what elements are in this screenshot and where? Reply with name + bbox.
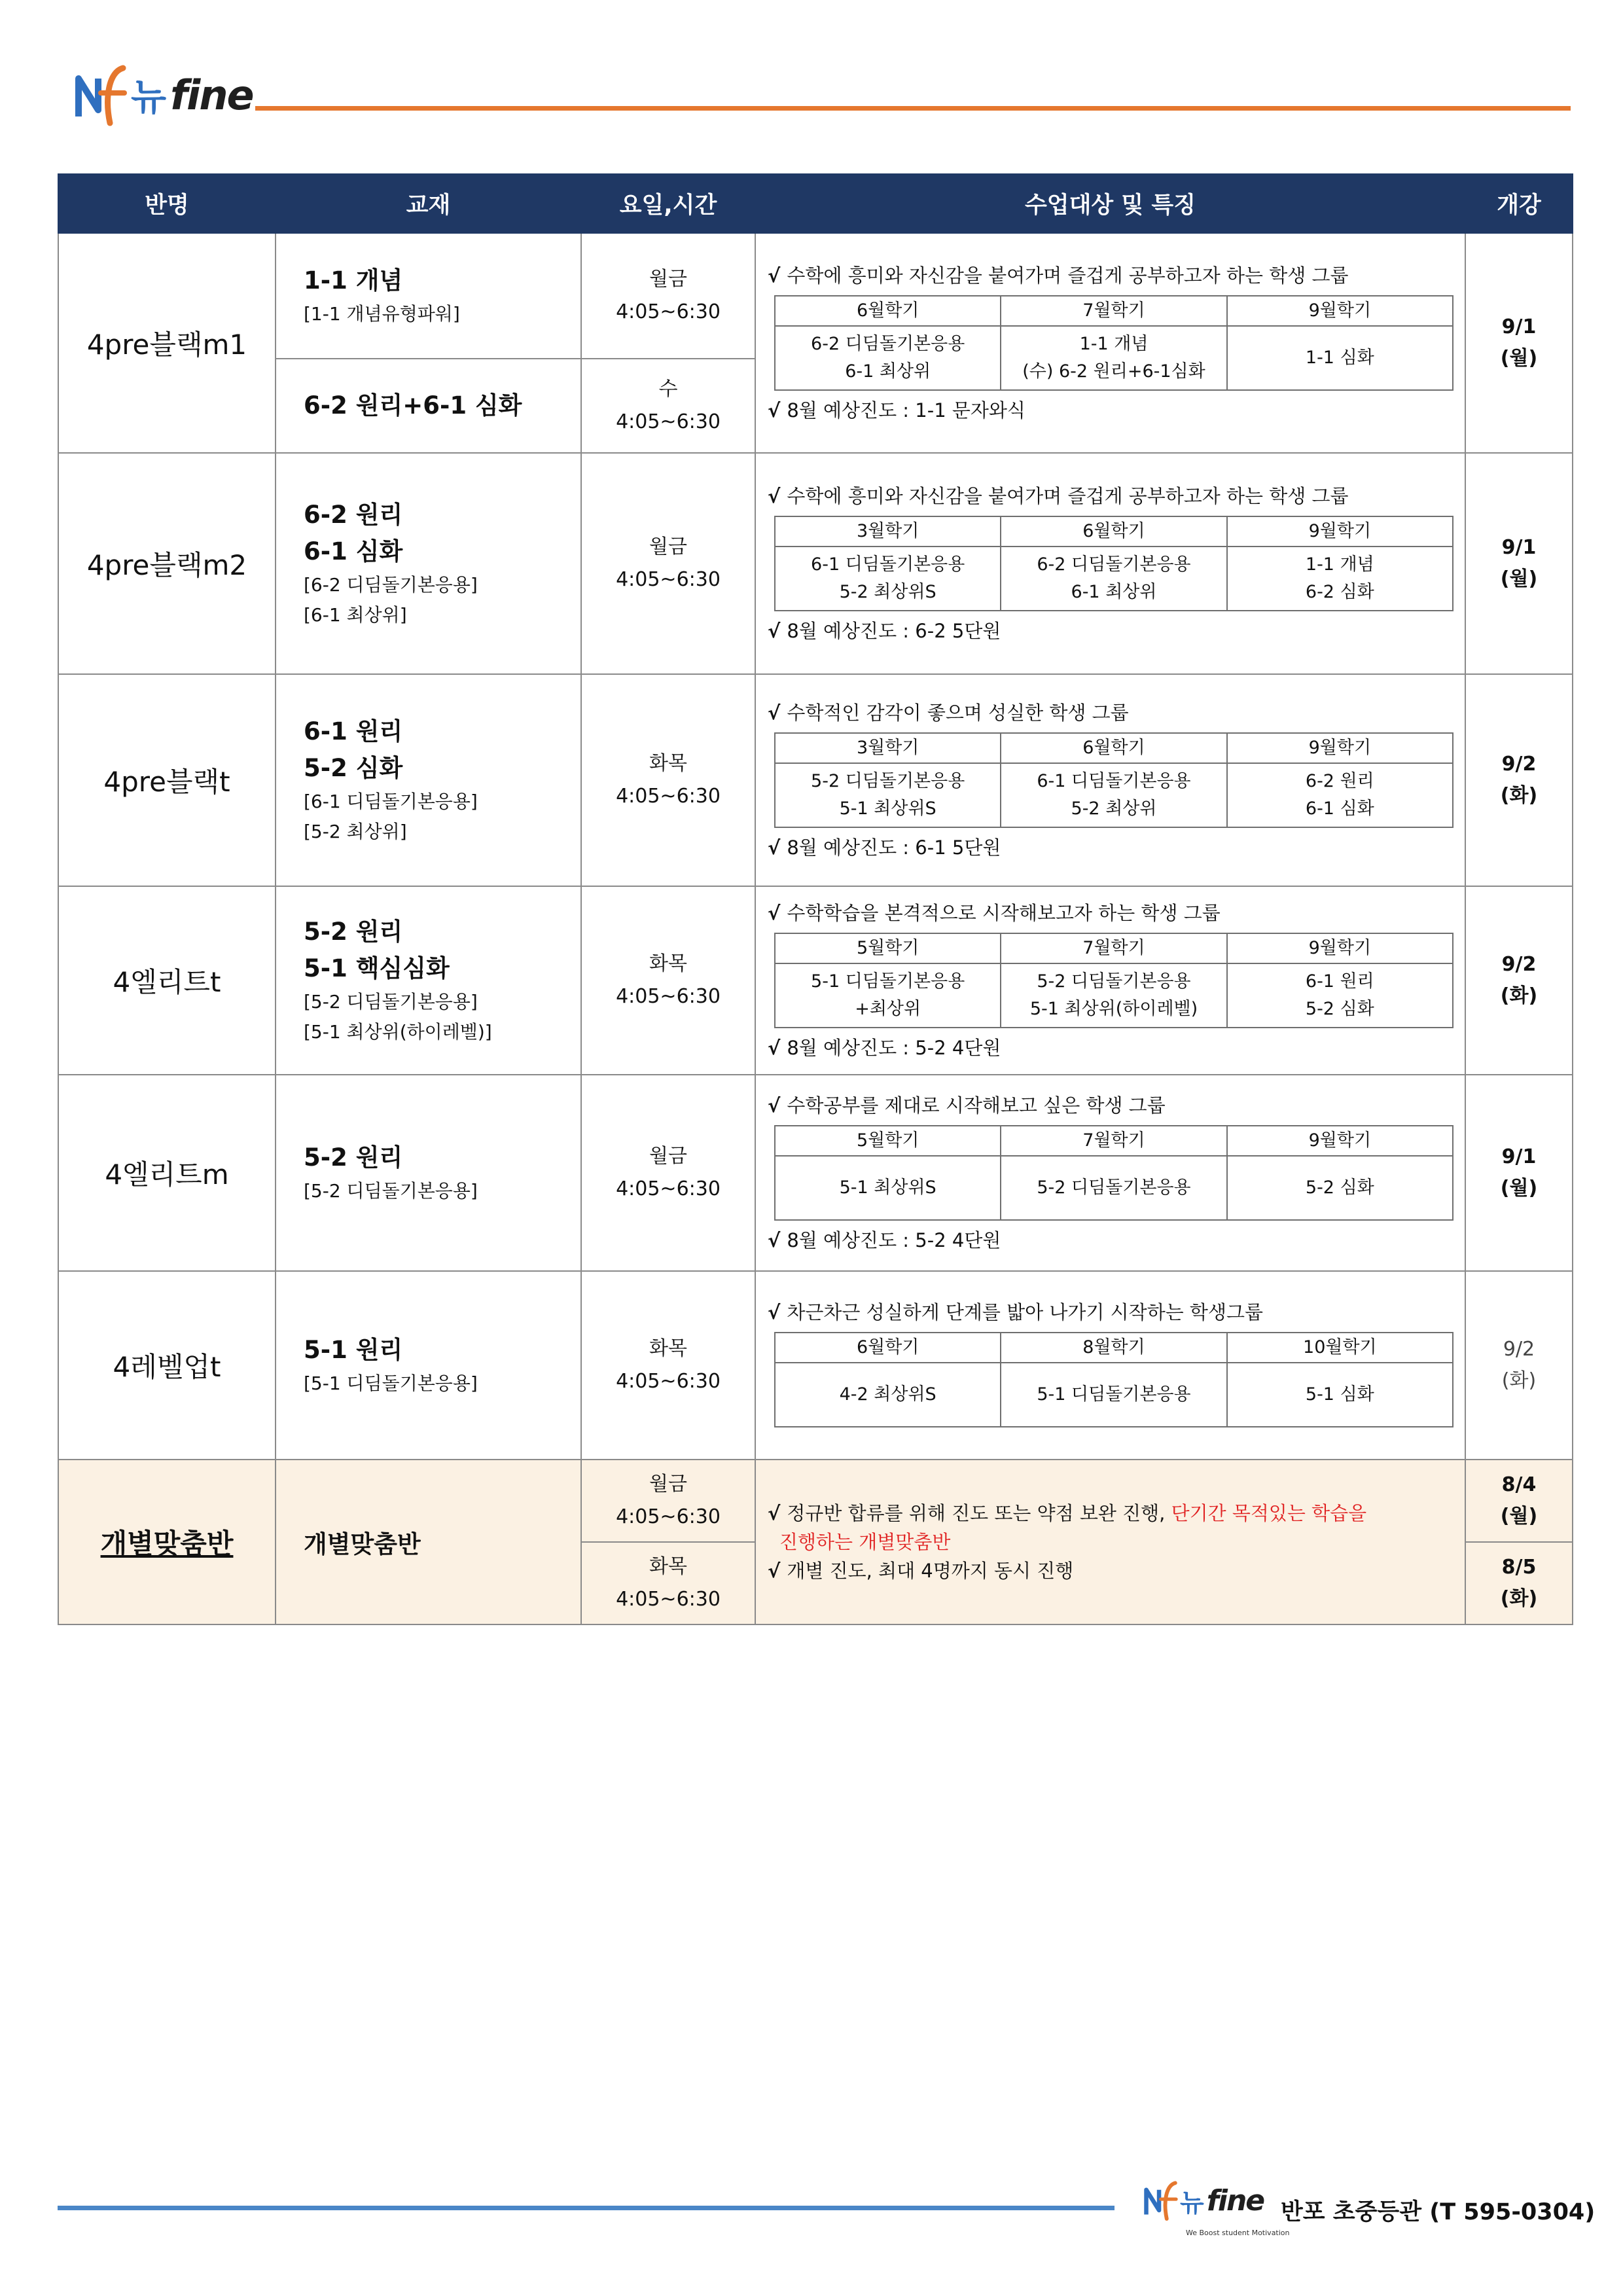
progress-line xyxy=(768,396,1449,425)
day-time-cell xyxy=(581,233,755,359)
textbook-main: 1-1 개념 xyxy=(304,266,403,295)
target-text: 수학공부를 제대로 시작해보고 싶은 학생 그룹 xyxy=(787,1094,1166,1117)
term-label: 6월학기 xyxy=(775,296,1001,326)
start-date-cell xyxy=(1465,233,1573,453)
target-line xyxy=(768,1298,1449,1327)
target-line xyxy=(768,482,1449,511)
term-book: 6-2 디딤돌기본응용 xyxy=(811,334,965,354)
check-icon: √ xyxy=(768,485,781,507)
term-label: 6월학기 xyxy=(1001,733,1226,763)
class-days: 화목 xyxy=(649,1337,687,1360)
term-books xyxy=(1227,326,1453,390)
textbook-cell xyxy=(276,674,581,886)
check-icon: √ xyxy=(768,1502,781,1524)
footer-divider xyxy=(58,2206,1115,2210)
start-weekday: (화) xyxy=(1500,1587,1538,1610)
target-line xyxy=(768,261,1449,290)
start-date: 9/1 xyxy=(1501,536,1537,559)
day-time-cell xyxy=(581,453,755,674)
term-label: 9월학기 xyxy=(1227,516,1453,547)
check-icon: √ xyxy=(768,1560,781,1582)
start-weekday: (월) xyxy=(1500,347,1538,370)
textbook-cell xyxy=(276,886,581,1075)
term-table xyxy=(774,295,1454,391)
term-books xyxy=(775,963,1001,1028)
start-weekday: (화) xyxy=(1501,1369,1537,1392)
term-book: 5-2 디딤돌기본응용 xyxy=(811,771,965,791)
class-time: 4:05~6:30 xyxy=(616,1177,721,1200)
features-cell xyxy=(755,453,1465,674)
term-book: 5-2 디딤돌기본응용 xyxy=(1037,1177,1191,1198)
day-time-cell xyxy=(581,1542,755,1624)
check-icon: √ xyxy=(768,702,781,724)
term-table xyxy=(774,516,1454,611)
textbook-sub: [5-2 디딤돌기본응용] xyxy=(304,1180,478,1202)
term-label: 7월학기 xyxy=(1001,1126,1226,1156)
nf-logo-icon xyxy=(1142,2176,1179,2225)
class-name: 4레벨업t xyxy=(58,1271,276,1460)
term-book: 5-2 심화 xyxy=(1305,999,1374,1019)
feature-line xyxy=(768,1499,1449,1528)
check-icon: √ xyxy=(768,264,781,287)
class-days: 월금 xyxy=(649,1145,687,1168)
table-row xyxy=(58,453,1573,674)
class-days: 월금 xyxy=(649,535,687,558)
class-name: 개별맞춤반 xyxy=(58,1460,276,1624)
check-icon: √ xyxy=(768,1229,781,1251)
term-books xyxy=(775,763,1001,827)
header-target-features: 수업대상 및 특징 xyxy=(755,174,1465,233)
logo-tagline: We Boost student Motivation xyxy=(1186,2229,1290,2237)
textbook-main: 5-1 핵심심화 xyxy=(304,954,450,982)
start-date: 9/2 xyxy=(1501,753,1537,776)
term-books xyxy=(1001,1363,1226,1427)
header-logo xyxy=(72,52,253,137)
term-label: 9월학기 xyxy=(1227,296,1453,326)
term-label: 9월학기 xyxy=(1227,933,1453,963)
term-book: 5-2 디딤돌기본응용 xyxy=(1037,971,1191,992)
header-textbook: 교재 xyxy=(276,174,581,233)
term-book: 5-1 최상위S xyxy=(839,798,936,819)
term-label: 8월학기 xyxy=(1001,1333,1226,1363)
feature-line xyxy=(768,1556,1449,1585)
class-days: 화목 xyxy=(649,1555,687,1578)
logo-fine-text: fine xyxy=(170,71,253,119)
term-table xyxy=(774,732,1454,828)
class-name: 4pre블랙m1 xyxy=(58,233,276,453)
class-days: 월금 xyxy=(649,1473,687,1496)
table-row-individual xyxy=(58,1460,1573,1542)
day-time-cell xyxy=(581,1271,755,1460)
term-book: 6-1 심화 xyxy=(1305,798,1374,819)
start-date-cell xyxy=(1465,1460,1573,1542)
start-date: 9/2 xyxy=(1501,953,1537,976)
feature-highlight-text: 진행하는 개별맞춤반 xyxy=(779,1531,951,1553)
textbook-sub: [5-1 디딤돌기본응용] xyxy=(304,1372,478,1394)
term-label: 5월학기 xyxy=(775,1126,1001,1156)
term-books xyxy=(1227,963,1453,1028)
textbook-main: 5-2 원리 xyxy=(304,1143,403,1172)
start-weekday: (화) xyxy=(1500,984,1538,1007)
term-books xyxy=(1001,763,1226,827)
textbook-main: 5-2 원리 xyxy=(304,918,403,946)
day-time-cell xyxy=(581,359,755,453)
nf-logo-icon xyxy=(72,59,128,131)
term-label: 7월학기 xyxy=(1001,933,1226,963)
term-label: 9월학기 xyxy=(1227,733,1453,763)
term-book: 5-1 최상위(하이레벨) xyxy=(1029,999,1198,1019)
check-icon: √ xyxy=(768,902,781,924)
progress-text: 8월 예상진도 : 6-1 5단원 xyxy=(787,836,1001,859)
day-time-cell xyxy=(581,1075,755,1271)
header-start-date: 개강 xyxy=(1465,174,1573,233)
day-time-cell xyxy=(581,674,755,886)
class-days: 화목 xyxy=(649,952,687,975)
features-cell xyxy=(755,1271,1465,1460)
start-date-cell xyxy=(1465,886,1573,1075)
feature-highlight-text: 단기간 목적있는 학습을 xyxy=(1171,1502,1367,1524)
features-cell xyxy=(755,674,1465,886)
term-books xyxy=(1227,1363,1453,1427)
term-books xyxy=(1227,1156,1453,1220)
target-line xyxy=(768,1091,1449,1120)
term-books xyxy=(1227,763,1453,827)
term-label: 6월학기 xyxy=(775,1333,1001,1363)
features-cell xyxy=(755,233,1465,453)
features-cell xyxy=(755,1460,1465,1624)
progress-text: 8월 예상진도 : 6-2 5단원 xyxy=(787,620,1001,642)
start-weekday: (월) xyxy=(1500,1177,1538,1200)
start-date: 8/4 xyxy=(1501,1473,1537,1496)
class-name: 4pre블랙t xyxy=(58,674,276,886)
term-book: 1-1 개념 xyxy=(1079,334,1149,354)
term-label: 9월학기 xyxy=(1227,1126,1453,1156)
textbook-cell xyxy=(276,359,581,453)
term-book: 6-2 디딤돌기본응용 xyxy=(1037,554,1191,575)
day-time-cell xyxy=(581,1460,755,1542)
term-table xyxy=(774,933,1454,1028)
textbook-main: 6-2 원리+6-1 심화 xyxy=(304,391,522,420)
progress-line xyxy=(768,1033,1449,1062)
term-table xyxy=(774,1332,1454,1427)
term-label: 10월학기 xyxy=(1227,1333,1453,1363)
textbook-cell xyxy=(276,1075,581,1271)
class-schedule-table xyxy=(58,173,1573,1625)
term-books xyxy=(775,547,1001,611)
logo-fine-text: fine xyxy=(1206,2183,1264,2217)
table-row xyxy=(58,886,1573,1075)
start-date-cell xyxy=(1465,1271,1573,1460)
term-books xyxy=(775,1156,1001,1220)
features-cell xyxy=(755,1075,1465,1271)
term-book: 5-1 디딤돌기본응용 xyxy=(1037,1384,1191,1405)
class-days: 화목 xyxy=(649,752,687,775)
check-icon: √ xyxy=(768,399,781,422)
term-books xyxy=(1001,326,1226,390)
term-book: 5-2 심화 xyxy=(1305,1177,1374,1198)
term-book: 6-1 디딤돌기본응용 xyxy=(1037,771,1191,791)
target-line xyxy=(768,698,1449,727)
check-icon: √ xyxy=(768,620,781,642)
textbook-main: 6-2 원리 xyxy=(304,501,403,529)
class-time: 4:05~6:30 xyxy=(616,985,721,1008)
start-date: 9/1 xyxy=(1501,315,1537,338)
term-book: 6-1 디딤돌기본응용 xyxy=(811,554,965,575)
term-book: 6-2 원리 xyxy=(1305,771,1374,791)
textbook-main: 6-1 원리 xyxy=(304,717,403,745)
term-books xyxy=(1001,547,1226,611)
textbook-main: 5-1 원리 xyxy=(304,1336,403,1364)
table-row xyxy=(58,233,1573,359)
check-icon: √ xyxy=(768,1037,781,1059)
term-books xyxy=(775,326,1001,390)
logo-korean-text: 뉴 xyxy=(131,77,167,119)
term-book: 5-1 심화 xyxy=(1305,1384,1374,1405)
term-book: 5-1 최상위S xyxy=(839,1177,936,1198)
start-date: 9/2 xyxy=(1503,1338,1535,1361)
header-divider xyxy=(255,106,1571,111)
term-book: 6-1 최상위 xyxy=(845,361,931,382)
textbook-sub: [6-1 디딤돌기본응용] xyxy=(304,791,478,812)
term-book: 6-1 최상위 xyxy=(1071,582,1157,602)
target-text: 수학에 흥미와 자신감을 붙여가며 즐겁게 공부하고자 하는 학생 그룹 xyxy=(787,485,1349,507)
table-row xyxy=(58,1271,1573,1460)
term-books xyxy=(1227,547,1453,611)
start-date-cell xyxy=(1465,453,1573,674)
class-time: 4:05~6:30 xyxy=(616,785,721,808)
class-time: 4:05~6:30 xyxy=(616,1370,721,1393)
term-books xyxy=(775,1363,1001,1427)
feature-text: 개별 진도, 최대 4명까지 동시 진행 xyxy=(787,1560,1074,1582)
progress-text: 8월 예상진도 : 5-2 4단원 xyxy=(787,1037,1001,1059)
class-time: 4:05~6:30 xyxy=(616,1588,721,1611)
start-date: 8/5 xyxy=(1501,1556,1537,1579)
textbook-cell xyxy=(276,233,581,359)
start-weekday: (월) xyxy=(1500,1505,1538,1528)
term-label: 5월학기 xyxy=(775,933,1001,963)
target-text: 수학적인 감각이 좋으며 성실한 학생 그룹 xyxy=(787,702,1129,724)
term-books xyxy=(1001,963,1226,1028)
term-label: 3월학기 xyxy=(775,516,1001,547)
progress-line xyxy=(768,833,1449,862)
term-book: 5-2 최상위S xyxy=(839,582,936,602)
textbook-cell xyxy=(276,1271,581,1460)
term-books xyxy=(1001,1156,1226,1220)
table-header-row xyxy=(58,174,1573,233)
term-book: 1-1 심화 xyxy=(1305,348,1374,368)
textbook-sub: [6-1 최상위] xyxy=(304,604,407,626)
class-name: 4pre블랙m2 xyxy=(58,453,276,674)
check-icon: √ xyxy=(768,1301,781,1323)
progress-text: 8월 예상진도 : 5-2 4단원 xyxy=(787,1229,1001,1251)
textbook-main: 5-2 심화 xyxy=(304,754,403,782)
class-time: 4:05~6:30 xyxy=(616,1505,721,1528)
target-text: 수학학습을 본격적으로 시작해보고자 하는 학생 그룹 xyxy=(787,902,1221,924)
start-weekday: (월) xyxy=(1500,567,1538,590)
term-book: 6-1 원리 xyxy=(1305,971,1374,992)
start-date: 9/1 xyxy=(1501,1145,1537,1168)
feature-text: 정규반 합류를 위해 진도 또는 약점 보완 진행, xyxy=(787,1502,1171,1524)
check-icon: √ xyxy=(768,836,781,859)
class-name: 4엘리트t xyxy=(58,886,276,1075)
target-line xyxy=(768,899,1449,927)
term-label: 3월학기 xyxy=(775,733,1001,763)
textbook-sub: [1-1 개념유형파워] xyxy=(304,303,460,325)
term-book: 5-2 최상위 xyxy=(1071,798,1157,819)
textbook-cell: 개별맞춤반 xyxy=(276,1460,581,1624)
progress-line xyxy=(768,617,1449,645)
features-cell xyxy=(755,886,1465,1075)
progress-line xyxy=(768,1226,1449,1255)
header-day-time: 요일,시간 xyxy=(581,174,755,233)
textbook-sub: [5-1 최상위(하이레벨)] xyxy=(304,1021,492,1043)
textbook-sub: [6-2 디딤돌기본응용] xyxy=(304,574,478,596)
term-book: 5-1 디딤돌기본응용 xyxy=(811,971,965,992)
class-time: 4:05~6:30 xyxy=(616,300,721,323)
term-book: (수) 6-2 원리+6-1심화 xyxy=(1022,361,1205,382)
class-days: 월금 xyxy=(649,268,687,291)
progress-text: 8월 예상진도 : 1-1 문자와식 xyxy=(787,399,1026,422)
logo-korean-text: 뉴 xyxy=(1180,2188,1204,2217)
start-date-cell xyxy=(1465,1542,1573,1624)
class-days: 수 xyxy=(658,378,678,401)
table-row xyxy=(58,674,1573,886)
class-time: 4:05~6:30 xyxy=(616,568,721,591)
textbook-main: 6-1 심화 xyxy=(304,537,403,565)
branch-contact: 반포 초중등관 (T 595-0304) xyxy=(1281,2199,1596,2225)
term-book: 6-2 심화 xyxy=(1305,582,1374,602)
textbook-sub: [5-2 최상위] xyxy=(304,821,407,842)
start-date-cell xyxy=(1465,674,1573,886)
term-book: 1-1 개념 xyxy=(1305,554,1374,575)
day-time-cell xyxy=(581,886,755,1075)
class-time: 4:05~6:30 xyxy=(616,410,721,433)
start-date-cell xyxy=(1465,1075,1573,1271)
header-class-name: 반명 xyxy=(58,174,276,233)
term-label: 6월학기 xyxy=(1001,516,1226,547)
term-label: 7월학기 xyxy=(1001,296,1226,326)
class-name: 4엘리트m xyxy=(58,1075,276,1271)
textbook-cell xyxy=(276,453,581,674)
footer-logo xyxy=(1142,2176,1264,2225)
term-book: 4-2 최상위S xyxy=(839,1384,936,1405)
term-table xyxy=(774,1125,1454,1221)
textbook-sub: [5-2 디딤돌기본응용] xyxy=(304,991,478,1013)
check-icon: √ xyxy=(768,1094,781,1117)
target-text: 차근차근 성실하게 단계를 밟아 나가기 시작하는 학생그룹 xyxy=(787,1301,1263,1323)
term-book: +최상위 xyxy=(855,999,921,1019)
target-text: 수학에 흥미와 자신감을 붙여가며 즐겁게 공부하고자 하는 학생 그룹 xyxy=(787,264,1349,287)
start-weekday: (화) xyxy=(1500,784,1538,807)
table-row xyxy=(58,1075,1573,1271)
